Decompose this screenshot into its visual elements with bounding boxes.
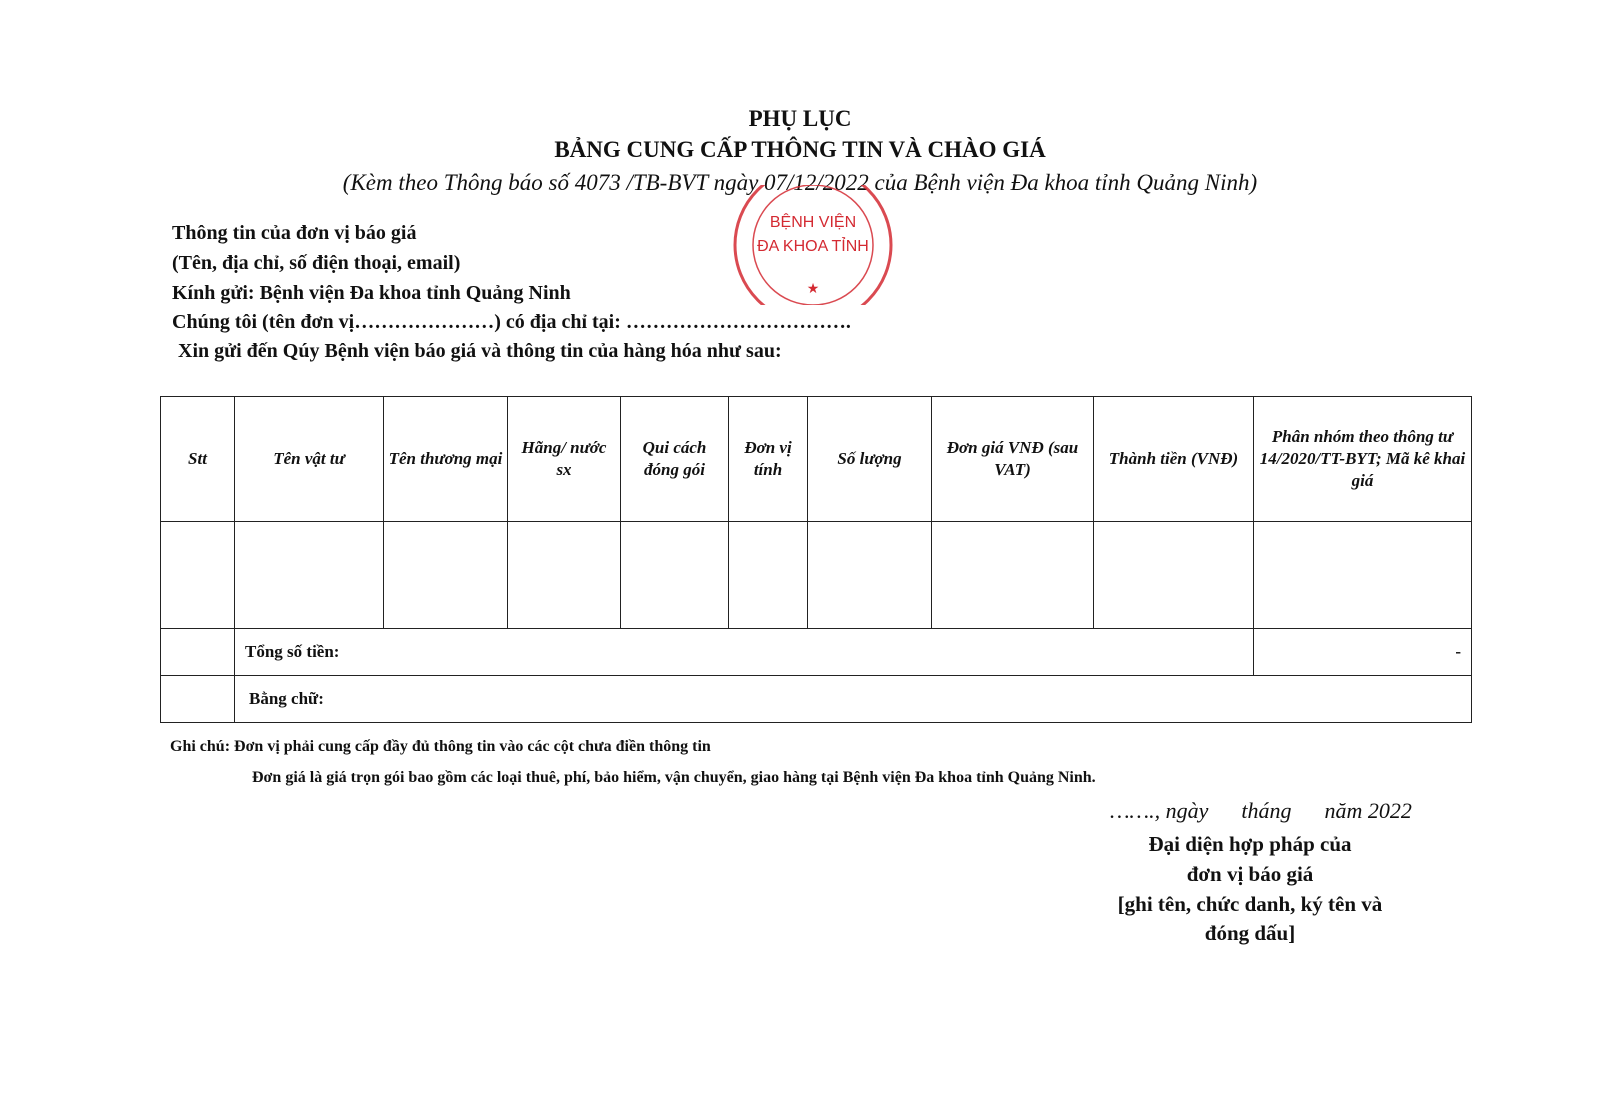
recipient-line: Kính gửi: Bệnh viện Đa khoa tỉnh Quảng Ninh <box>172 282 571 304</box>
table-cell[interactable] <box>808 522 932 629</box>
document-title: PHỤ LỤC <box>748 106 852 131</box>
quoter-info-heading: Thông tin của đơn vị báo giá <box>172 222 417 244</box>
header-classification: Phân nhóm theo thông tư 14/2020/TT-BYT; Mã kê khai giá <box>1254 397 1472 522</box>
header-item-name: Tên vật tư <box>235 397 384 522</box>
header-amount: Thành tiền (VNĐ) <box>1094 397 1254 522</box>
note-line-1: Ghi chú: Đơn vị phải cung cấp đầy đủ thông tin vào các cột chưa điền thông tin <box>170 738 711 755</box>
header-quantity: Số lượng <box>808 397 932 522</box>
signature-line-3: [ghi tên, chức danh, ký tên và <box>1117 892 1383 916</box>
table-cell <box>161 676 235 723</box>
stamp-line-2: ĐA KHOA TỈNH <box>757 238 869 255</box>
total-value[interactable]: - <box>1254 629 1472 676</box>
table-cell[interactable] <box>384 522 508 629</box>
table-cell[interactable] <box>161 522 235 629</box>
table-cell[interactable] <box>235 522 384 629</box>
header-stt: Stt <box>161 397 235 522</box>
table-cell[interactable] <box>1094 522 1254 629</box>
signature-line-2: đơn vị báo giá <box>1186 862 1314 886</box>
unit-address-line: Chúng tôi (tên đơn vị…………………) có địa chỉ tại: ……………………………. <box>172 311 851 333</box>
stamp-star-icon: ★ <box>806 282 820 297</box>
total-row <box>161 629 1472 676</box>
table-cell[interactable] <box>508 522 621 629</box>
table-cell[interactable] <box>1254 522 1472 629</box>
signature-line-4: đóng dấu] <box>1204 921 1296 945</box>
signature-line-1: Đại diện hợp pháp của <box>1148 832 1352 856</box>
header-packaging: Qui cách đóng gói <box>621 397 729 522</box>
quote-table <box>160 396 1472 723</box>
table-cell[interactable] <box>729 522 808 629</box>
header-trade-name: Tên thương mại <box>384 397 508 522</box>
header-unit: Đơn vị tính <box>729 397 808 522</box>
hospital-stamp <box>726 185 901 305</box>
quoter-info-fields: (Tên, địa chỉ, số điện thoại, email) <box>172 252 461 274</box>
table-cell[interactable] <box>932 522 1094 629</box>
amount-in-words-label: Bằng chữ: <box>235 676 1472 723</box>
amount-in-words-row <box>161 676 1472 723</box>
header-manufacturer: Hãng/ nước sx <box>508 397 621 522</box>
signature-date: ……., ngày tháng năm 2022 <box>1110 798 1412 823</box>
request-line: Xin gửi đến Qúy Bệnh viện báo giá và thông tin của hàng hóa như sau: <box>178 340 782 362</box>
table-cell <box>161 629 235 676</box>
table-cell[interactable] <box>621 522 729 629</box>
total-label: Tổng số tiền: <box>235 629 1254 676</box>
attachment-reference: (Kèm theo Thông báo số 4073 /TB-BVT ngày 07/12/2022 của Bệnh viện Đa khoa tỉnh Quảng Ninh) <box>342 170 1258 195</box>
stamp-line-1: BỆNH VIỆN <box>769 214 857 231</box>
note-line-2: Đơn giá là giá trọn gói bao gồm các loại thuê, phí, bảo hiểm, vận chuyển, giao hàng tại Bệnh viện Đa khoa tỉnh Quảng Ninh. <box>252 769 1096 786</box>
header-unit-price: Đơn giá VNĐ (sau VAT) <box>932 397 1094 522</box>
table-header-row <box>161 397 1472 522</box>
table-row <box>161 522 1472 629</box>
document-subtitle: BẢNG CUNG CẤP THÔNG TIN VÀ CHÀO GIÁ <box>554 137 1046 162</box>
